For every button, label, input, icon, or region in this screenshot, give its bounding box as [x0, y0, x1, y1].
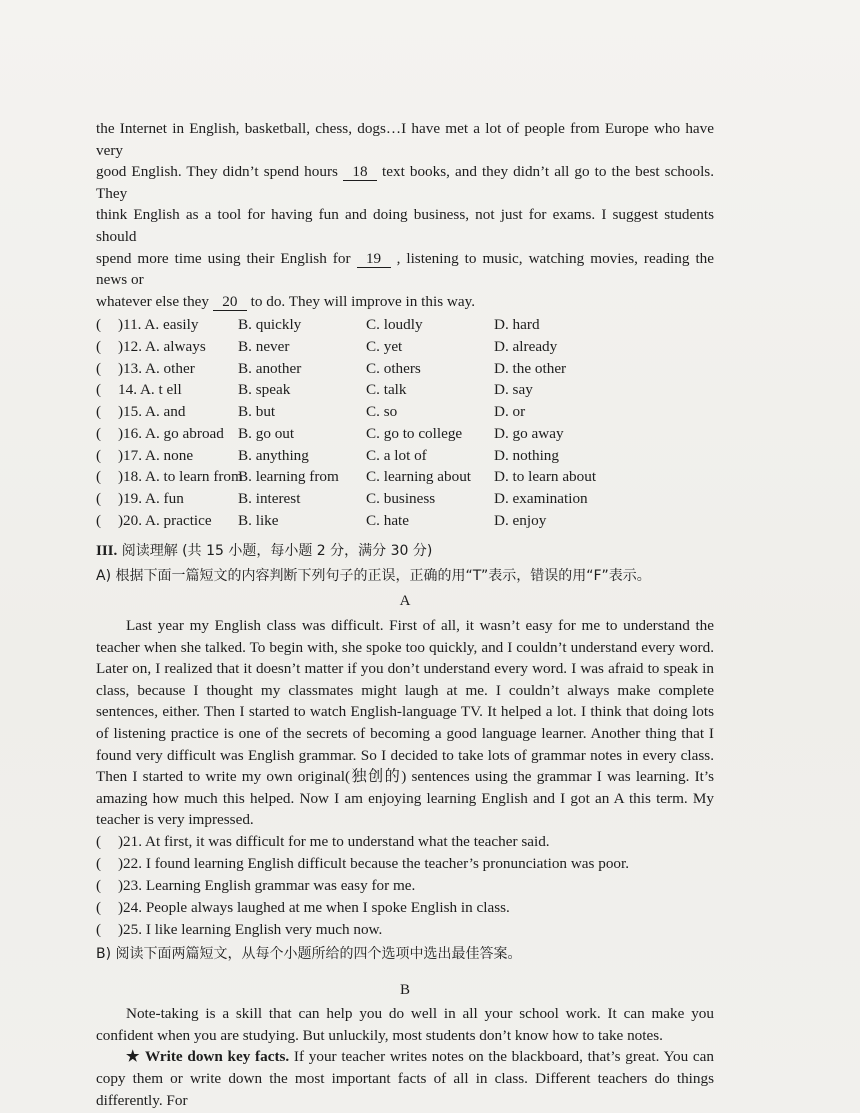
option-b: B. quickly — [238, 316, 302, 334]
answer-paren[interactable]: ( — [96, 876, 102, 894]
cloze-line — [96, 161, 714, 204]
option-c: C. learning about — [366, 468, 472, 486]
tf-item-23 — [96, 875, 714, 897]
option-b: B. but — [238, 403, 276, 421]
option-d: D. or — [494, 403, 526, 421]
option-a: )11. A. easily — [118, 316, 199, 334]
option-d: D. nothing — [494, 446, 559, 464]
option-row-17 — [96, 444, 714, 466]
answer-paren[interactable]: ( — [96, 359, 102, 377]
option-a: )15. A. and — [118, 403, 186, 421]
option-d: D. hard — [494, 316, 540, 334]
option-d: D. enjoy — [494, 511, 547, 529]
tf-item-25 — [96, 919, 714, 941]
option-c: C. others — [366, 359, 421, 377]
cloze-text: to do. They will improve in this way. — [250, 292, 476, 310]
option-b: B. go out — [238, 424, 295, 442]
option-a: 14. A. t ell — [118, 381, 182, 399]
section-number: III. — [96, 543, 118, 560]
option-b: B. another — [238, 359, 302, 377]
answer-paren[interactable]: ( — [96, 446, 102, 464]
passage-b-label: B — [399, 981, 410, 998]
cloze-blank-18: 18 — [343, 163, 377, 181]
answer-paren[interactable]: ( — [96, 338, 102, 356]
cloze-line: the Internet in English, basketball, chess, dogs…I have met a lot of people from Europe who have very — [96, 120, 714, 159]
cloze-text: spend more time using their English for — [96, 249, 351, 267]
answer-paren[interactable]: ( — [96, 381, 102, 399]
section-title: 阅读理解 (共 15 小题，每小题 2 分，满分 30 分) — [121, 543, 433, 560]
option-a: )13. A. other — [118, 359, 195, 377]
cloze-line: think English as a tool for having fun and doing business, not just for exams. I suggest students should — [96, 206, 714, 245]
option-c: C. so — [366, 403, 398, 421]
answer-paren[interactable]: ( — [96, 854, 102, 872]
passage-b-paragraph-2 — [96, 1046, 714, 1111]
tf-statement: )21. At first, it was difficult for me to understand what the teacher said. — [118, 832, 550, 850]
tf-statement: )22. I found learning English difficult because the teacher’s pronunciation was poor. — [118, 854, 630, 872]
passage-a-text: Last year my English class was difficult. First of all, it wasn’t easy for me to understand the teacher when she talked. To begin with, she spoke too quickly, and I couldn’t understand every word. Later on, I realized that it doesn’t matter if you don’t understand every word. I was afraid to speak in class, because I thought my classmates might laugh at me. I couldn’t always make complete sentences, either. Then I started to watch English-language TV. It helped a lot. I think that doing lots of listening practice is one of the secrets of becoming a good language learner. Another thing that I found very difficult was English grammar. So I decided to take lots of grammar notes in every class. Then I started to write my own original(独创的) sentences using the grammar I was learning. It’s amazing how much this helped. Now I am enjoying learning English and I got an A this term. My teacher is very impressed. — [96, 617, 714, 829]
passage-a-label: A — [399, 593, 411, 610]
option-c: C. go to college — [366, 424, 463, 442]
answer-paren[interactable]: ( — [96, 489, 102, 507]
option-row-12 — [96, 336, 714, 358]
option-c: C. talk — [366, 381, 407, 399]
option-b: B. interest — [238, 489, 301, 507]
option-b: B. learning from — [238, 468, 339, 486]
cloze-line — [96, 248, 714, 291]
true-false-list — [96, 831, 714, 941]
answer-paren[interactable]: ( — [96, 511, 102, 529]
option-row-16 — [96, 423, 714, 445]
exam-sheet — [96, 118, 714, 1111]
option-b: B. anything — [238, 446, 309, 464]
tf-statement: )25. I like learning English very much now. — [118, 920, 383, 938]
option-b: B. like — [238, 511, 279, 529]
answer-paren[interactable]: ( — [96, 920, 102, 938]
option-row-18 — [96, 466, 714, 488]
passage-b-paragraph-1: Note-taking is a skill that can help you do well in all your school work. It can make you confident when you are studying. But unluckily, most students don’t know how to take notes. — [96, 1005, 714, 1044]
cloze-text: text books, and they didn’t all go to the best schools. They — [96, 163, 714, 202]
option-a: )17. A. none — [118, 446, 194, 464]
tf-statement: )23. Learning English grammar was easy for me. — [118, 876, 416, 894]
cloze-text: whatever else they — [96, 292, 210, 310]
part-a-instruction: A) 根据下面一篇短文的内容判断下列句子的正误，正确的用“T”表示，错误的用“F”表示。 — [96, 567, 651, 584]
option-c: C. hate — [366, 511, 410, 529]
option-d: D. already — [494, 338, 558, 356]
option-row-15 — [96, 401, 714, 423]
answer-paren[interactable]: ( — [96, 403, 102, 421]
option-a: )20. A. practice — [118, 511, 212, 529]
tf-item-24 — [96, 897, 714, 919]
option-c: C. business — [366, 489, 436, 507]
answer-paren[interactable]: ( — [96, 468, 102, 486]
cloze-blank-19: 19 — [357, 250, 391, 268]
option-a: )12. A. always — [118, 338, 206, 356]
option-d: D. say — [494, 381, 533, 399]
cloze-text: , listening to music, watching movies, reading the news or — [96, 249, 715, 289]
option-row-19 — [96, 488, 714, 510]
option-b: B. speak — [238, 381, 291, 399]
option-d: D. examination — [494, 489, 588, 507]
option-b: B. never — [238, 338, 290, 356]
option-row-14 — [96, 379, 714, 401]
option-a: )16. A. go abroad — [118, 424, 224, 442]
section-heading — [96, 541, 714, 563]
option-d: D. the other — [494, 359, 567, 377]
option-a: )19. A. fun — [118, 489, 184, 507]
cloze-blank-20: 20 — [213, 293, 247, 311]
answer-paren[interactable]: ( — [96, 316, 102, 334]
key-facts-text: If your teacher writes notes on the blackboard, that’s great. You can copy them or write down the most important facts of all in class. Different teachers do things differently. For — [96, 1048, 714, 1109]
option-d: D. go away — [494, 424, 564, 442]
key-facts-heading: ★ Write down key facts. — [126, 1048, 290, 1066]
option-a: )18. A. to learn from — [118, 468, 243, 486]
cloze-text: good English. They didn’t spend hours — [96, 163, 338, 181]
tf-item-21 — [96, 831, 714, 853]
option-row-11 — [96, 314, 714, 336]
tf-item-22 — [96, 853, 714, 875]
option-row-20 — [96, 510, 714, 532]
cloze-options — [96, 314, 714, 531]
cloze-line — [96, 291, 714, 313]
option-row-13 — [96, 358, 714, 380]
answer-paren[interactable]: ( — [96, 832, 102, 850]
cloze-passage — [96, 118, 714, 312]
answer-paren[interactable]: ( — [96, 424, 102, 442]
tf-statement: )24. People always laughed at me when I spoke English in class. — [118, 898, 510, 916]
answer-paren[interactable]: ( — [96, 898, 102, 916]
option-d: D. to learn about — [494, 468, 597, 486]
option-c: C. yet — [366, 338, 403, 356]
option-c: C. loudly — [366, 316, 423, 334]
option-c: C. a lot of — [366, 446, 427, 464]
part-b-instruction: B) 阅读下面两篇短文，从每个小题所给的四个选项中选出最佳答案。 — [96, 945, 522, 962]
